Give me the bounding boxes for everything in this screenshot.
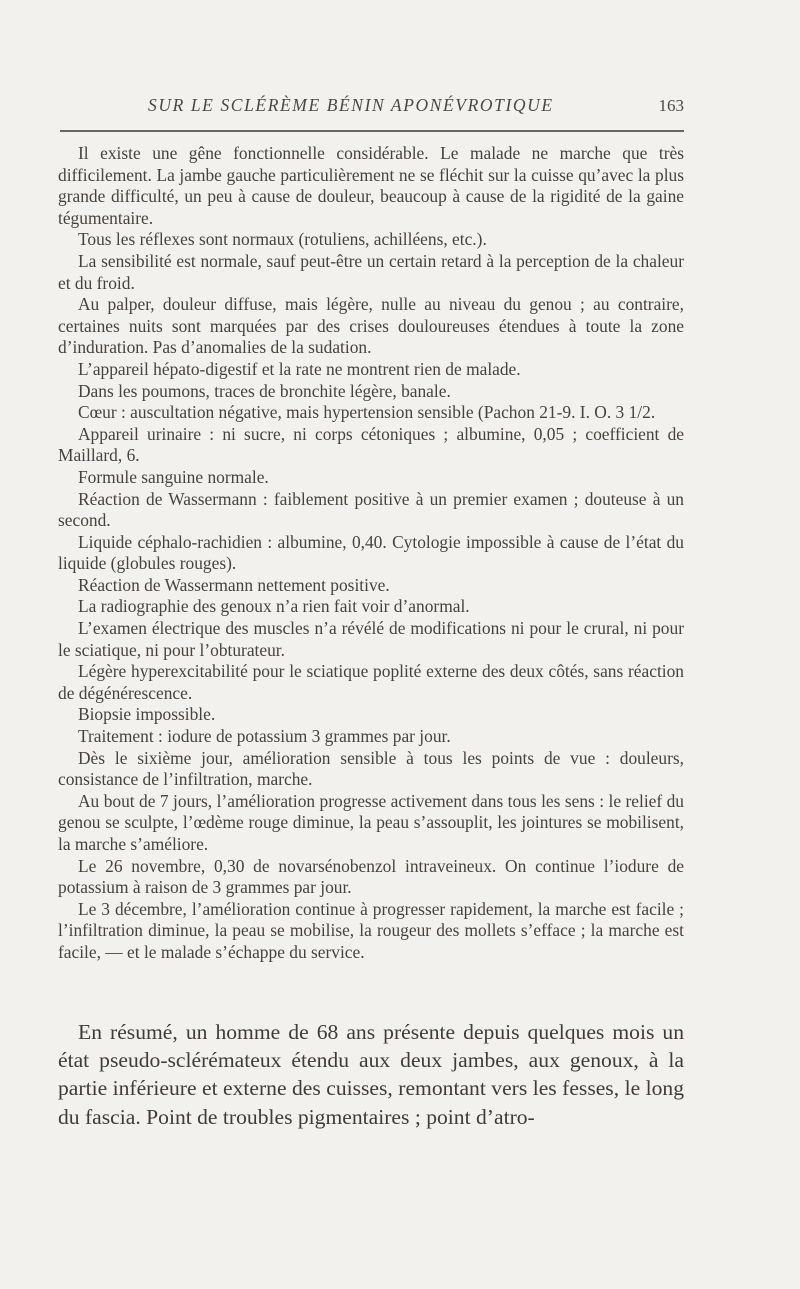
paragraph: Au palper, douleur diffuse, mais légère, nulle au niveau du genou ; au contraire, certaines nuits sont marquées par des crises douloureuses étendues à toute la zone d’induration. Pas d’anomalies de la sudation. [58, 294, 684, 358]
paragraph: Dès le sixième jour, amélioration sensible à tous les points de vue : douleurs, consistance de l’infiltration, marche. [58, 747, 684, 790]
paragraph: La sensibilité est normale, sauf peut-être un certain retard à la perception de la chaleur et du froid. [58, 250, 684, 293]
case-notes [58, 143, 684, 964]
paragraph: Légère hyperexcitabilité pour le sciatique poplité externe des deux côtés, sans réaction de dégénérescence. [58, 661, 684, 703]
summary-paragraph: En résumé, un homme de 68 ans présente depuis quelques mois un état pseudo-sclérémateux étendu aux deux jambes, aux genoux, à la partie inférieure et externe des cuisses, remontant vers les fesses, le long du fascia. Point de troubles pigmentaires ; point d’atro- [58, 1020, 684, 1129]
paragraph: Biopsie impossible. [78, 704, 216, 725]
page-header [60, 93, 684, 123]
header-rule [60, 130, 684, 132]
paragraph: Liquide céphalo-rachidien : albumine, 0,40. Cytologie impossible à cause de l’état du liquide (globules rouges). [58, 531, 684, 574]
paragraph: Réaction de Wassermann nettement positive. [78, 574, 390, 595]
paragraph: Dans les poumons, traces de bronchite légère, banale. [78, 380, 451, 401]
paragraph: Au bout de 7 jours, l’amélioration progresse activement dans tous les sens : le relief du genou se sculpte, l’œdème rouge diminue, la peau s’assouplit, les jointures se mobilisent, la marche s’améliore. [58, 790, 684, 854]
paragraph: Formule sanguine normale. [78, 466, 269, 487]
paragraph: Appareil urinaire : ni sucre, ni corps cétoniques ; albumine, 0,05 ; coefficient de Maillard, 6. [58, 423, 684, 466]
paragraph: L’appareil hépato-digestif et la rate ne montrent rien de malade. [78, 358, 521, 379]
paragraph: L’examen électrique des muscles n’a révélé de modifications ni pour le crural, ni pour le sciatique, ni pour l’obturateur. [58, 618, 684, 660]
paragraph: Il existe une gêne fonctionnelle considérable. Le malade ne marche que très difficilement. La jambe gauche particulièrement ne se fléchit sur la cuisse qu’avec la plus grande difficulté, un peu à cause de douleur, beaucoup à cause de la rigidité de la gaine tégumentaire. [58, 143, 684, 228]
paragraph: Tous les réflexes sont normaux (rotuliens, achilléens, etc.). [78, 229, 487, 250]
running-title: SUR LE SCLÉRÈME BÉNIN APONÉVROTIQUE [148, 95, 554, 115]
summary-section [58, 1018, 684, 1131]
paragraph: Le 26 novembre, 0,30 de novarsénobenzol intraveineux. On continue l’iodure de potassium à raison de 3 grammes par jour. [58, 855, 684, 898]
paragraph: Traitement : iodure de potassium 3 grammes par jour. [78, 726, 451, 747]
paragraph: Le 3 décembre, l’amélioration continue à progresser rapidement, la marche est facile ; l’infiltration diminue, la peau se mobilise, la rougeur des mollets s’efface ; la marche est facile, — et le malade s’échappe du service. [58, 898, 684, 962]
page-number: 163 [658, 96, 684, 115]
paragraph: La radiographie des genoux n’a rien fait voir d’anormal. [78, 596, 470, 617]
paragraph: Cœur : auscultation négative, mais hypertension sensible (Pachon 21-9. I. O. 3 1/2. [78, 402, 656, 423]
paragraph: Réaction de Wassermann : faiblement positive à un premier examen ; douteuse à un second. [58, 488, 684, 531]
